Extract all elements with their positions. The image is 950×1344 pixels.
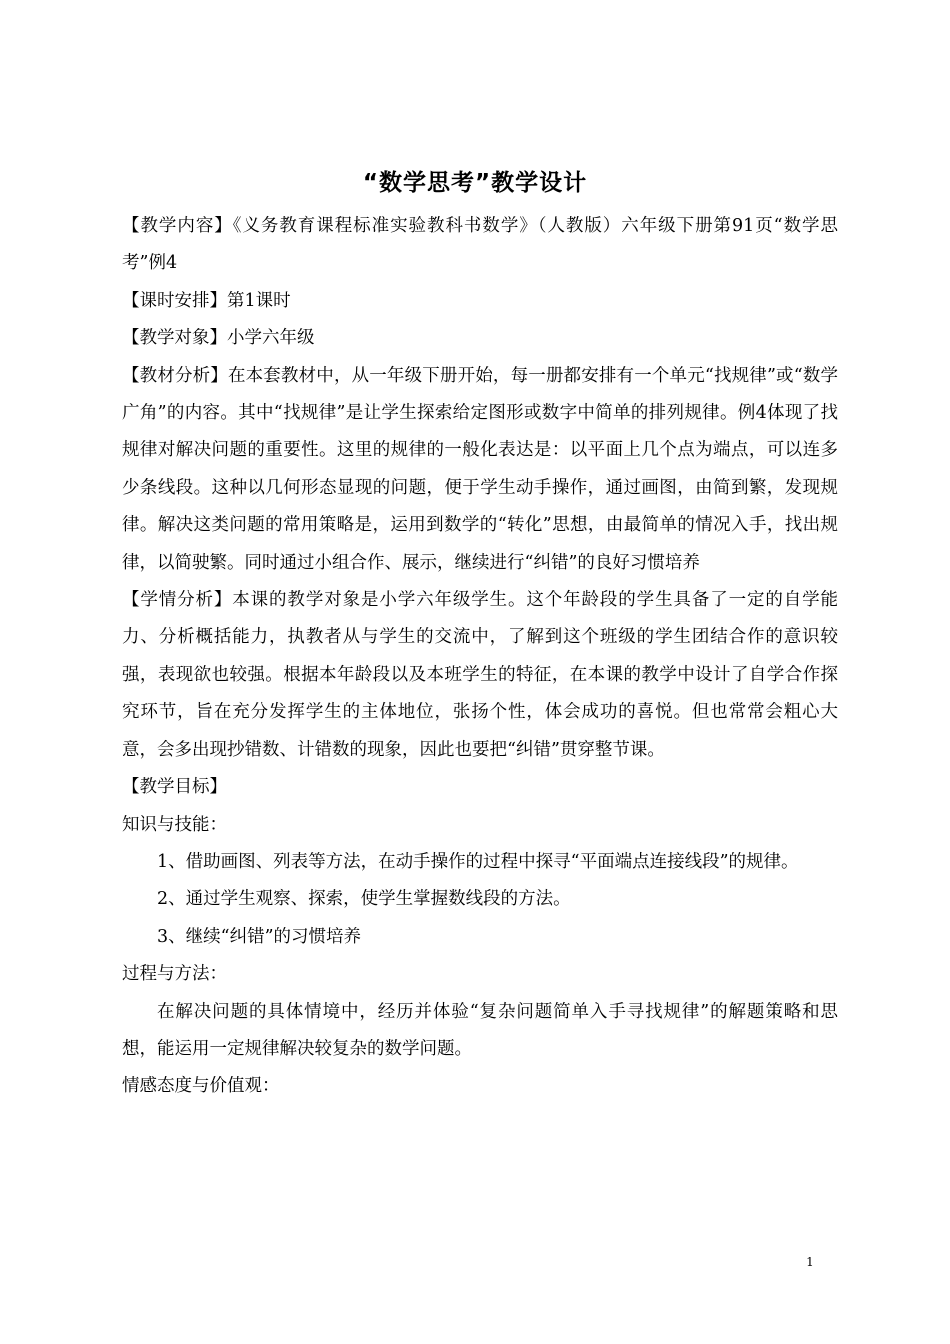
section-textbook-analysis: 【教材分析】在本套教材中，从一年级下册开始，每一册都安排有一个单元“找规律”或“数学广角”的内容。其中“找规律”是让学生探索给定图形或数字中简单的排列规律。例4体现了找规律对解决问题的重要性。这里的规律的一般化表达是：以平面上几个点为端点，可以连多少条线段。这种以几何形态显现的问题，便于学生动手操作，通过画图，由简到繁，发现规律。解决这类问题的常用策略是，运用到数学的“转化”思想，由最简单的情况入手，找出规律，以简驶繁。同时通过小组合作、展示，继续进行“纠错”的良好习惯培养 [122,365,838,573]
subheading-emotion-values: 情感态度与价值观： [122,1076,280,1097]
process-methods-text: 在解决问题的具体情境中，经历并体验“复杂问题简单入手寻找规律”的解题策略和思想，能运用一定规律解决较复杂的数学问题。 [122,1001,838,1059]
goal-item-2: 2、通过学生观察、探索，使学生掌握数线段的方法。 [157,889,571,910]
section-teaching-target: 【教学对象】小学六年级 [122,328,315,349]
subheading-process-methods: 过程与方法： [122,964,227,985]
section-lesson-schedule: 【课时安排】第1课时 [122,290,291,311]
document-title: “数学思考”教学设计 [362,170,588,196]
page-number: 1 [806,1255,814,1269]
section-teaching-goals-heading: 【教学目标】 [122,777,227,798]
section-teaching-content: 【教学内容】《义务教育课程标准实验教科书数学》（人教版）六年级下册第91页“数学思考”例4 [122,216,838,274]
goal-item-3: 3、继续“纠错”的习惯培养 [157,926,362,947]
document-body [122,208,838,1106]
section-learner-analysis: 【学情分析】本课的教学对象是小学六年级学生。这个年龄段的学生具备了一定的自学能力、分析概括能力，执教者从与学生的交流中，了解到这个班级的学生团结合作的意识较强，表现欲也较强。根据本年龄段以及本班学生的特征，在本课的教学中设计了自学合作探究环节，旨在充分发挥学生的主体地位，张扬个性，体会成功的喜悦。但也常常会粗心大意，会多出现抄错数、计错数的现象，因此也要把“纠错”贯穿整节课。 [122,590,838,760]
subheading-knowledge-skills: 知识与技能： [122,814,227,835]
goal-item-1: 1、借助画图、列表等方法，在动手操作的过程中探寻“平面端点连接线段”的规律。 [157,851,799,872]
